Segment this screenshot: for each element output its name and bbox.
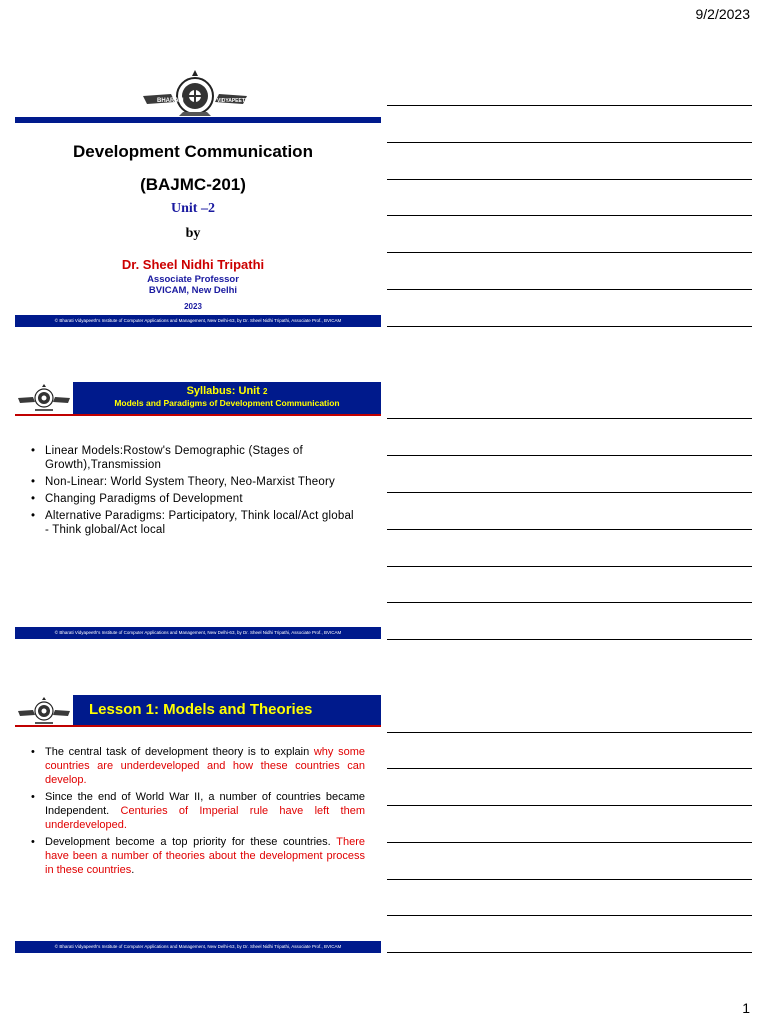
notes-line <box>387 142 752 143</box>
slide-2-title-text: Syllabus: Unit <box>186 385 260 397</box>
bharati-vidyapeeth-logo-small <box>15 695 73 729</box>
bullet-3-text: Development become a top priority for these countries. <box>45 836 337 848</box>
notes-line <box>387 732 752 733</box>
notes-line <box>387 326 752 327</box>
slide-3-bullets <box>25 745 365 880</box>
notes-line <box>387 252 752 253</box>
list-item: • Changing Paradigms of Development <box>25 492 360 506</box>
slide-1-author: Dr. Sheel Nidhi Tripathi <box>121 257 265 272</box>
slide-2-footer: © Bharati Vidyapeeth's Institute of Computer Applications and Management, New Delhi-63, by Dr. Sheel Nidhi Tripathi, Associate Prof., BVICAM <box>15 627 381 639</box>
notes-line <box>387 952 752 953</box>
slide-1-designation: Associate Professor <box>147 274 239 285</box>
notes-line <box>387 805 752 806</box>
notes-line <box>387 215 752 216</box>
slide-1-footer: © Bharati Vidyapeeth's Institute of Computer Applications and Management, New Delhi-63, by Dr. Sheel Nidhi Tripathi, Associate Prof., BVICAM <box>15 315 381 327</box>
slide-2-title-number: 2 <box>262 387 268 396</box>
bullet-2-text: Since the end of World War II, a number of countries became Independent. <box>45 791 365 817</box>
logo-text-left: BHARATI <box>157 98 184 104</box>
list-item <box>25 835 365 877</box>
list-item: • Alternative Paradigms: Participatory, Think local/Act global - Think global/Act local <box>25 509 360 537</box>
slide-3 <box>15 695 381 955</box>
slide-1-institute: BVICAM, New Delhi <box>148 285 238 296</box>
notes-line <box>387 418 752 419</box>
print-date: 9/2/2023 <box>695 6 750 22</box>
notes-line <box>387 492 752 493</box>
bullet-2-highlight: Centuries of Imperial rule have left them underdeveloped. <box>45 805 365 831</box>
bullet-3-highlight: There have been a number of theories about the development process in these countries <box>45 836 365 876</box>
slide-3-title-band <box>73 695 381 725</box>
notes-line <box>387 915 752 916</box>
notes-line <box>387 105 752 106</box>
slide-1-by: by <box>185 226 201 241</box>
slide-1-year: 2023 <box>184 302 202 311</box>
slide-2-title <box>73 385 381 397</box>
page-number: 1 <box>742 1000 750 1016</box>
bullet-1-text: The central task of development theory is to explain <box>45 746 314 758</box>
slide-2-title-band <box>73 382 381 414</box>
bullet-1-highlight: why some countries are underdeveloped and how these countries can develop. <box>45 746 365 786</box>
slide-2 <box>15 382 381 642</box>
slide-1-title: Development Communication <box>73 142 313 161</box>
list-item <box>25 745 365 787</box>
notes-line <box>387 768 752 769</box>
slide-3-title: Lesson 1: Models and Theories <box>89 701 313 718</box>
list-item <box>25 790 365 832</box>
slide-1 <box>15 60 381 330</box>
notes-line <box>387 842 752 843</box>
slide-1-unit: Unit –2 <box>171 201 215 216</box>
slide-1-top-bar <box>15 117 381 123</box>
notes-line <box>387 602 752 603</box>
notes-line <box>387 566 752 567</box>
slide-2-bullets <box>25 444 360 540</box>
notes-line <box>387 639 752 640</box>
slide-3-red-rule <box>15 725 381 727</box>
notes-line <box>387 455 752 456</box>
notes-line <box>387 529 752 530</box>
slide-3-footer: © Bharati Vidyapeeth's Institute of Computer Applications and Management, New Delhi-63, by Dr. Sheel Nidhi Tripathi, Associate Prof., BVICAM <box>15 941 381 953</box>
notes-line <box>387 179 752 180</box>
bullet-3-end: . <box>131 864 135 876</box>
list-item: • Non-Linear: World System Theory, Neo-Marxist Theory <box>25 475 360 489</box>
slide-2-red-rule <box>15 414 381 416</box>
notes-line <box>387 289 752 290</box>
bharati-vidyapeeth-logo-small <box>15 382 73 416</box>
list-item: • Linear Models:Rostow's Demographic (Stages of Growth),Transmission <box>25 444 360 472</box>
slide-1-course-code: (BAJMC-201) <box>140 175 246 194</box>
notes-line <box>387 879 752 880</box>
slide-2-subtitle: Models and Paradigms of Development Communication <box>114 398 340 408</box>
logo-text-right: VIDYAPEETH <box>217 98 249 104</box>
